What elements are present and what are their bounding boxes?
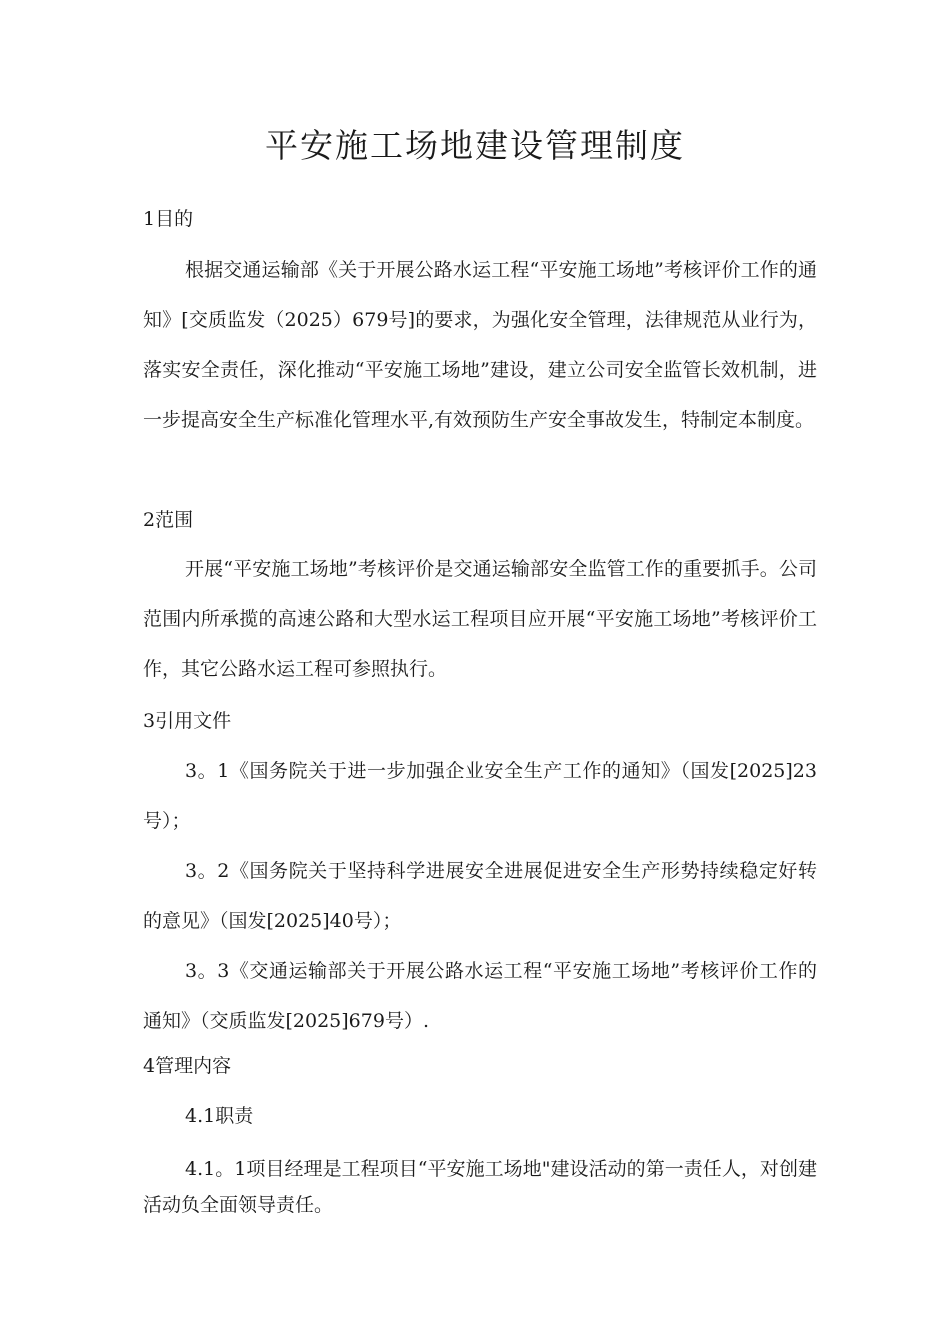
section-paragraph-scope: 开展“平安施工场地”考核评价是交通运输部安全监管工作的重要抓手。公司范围内所承揽的高速公路和大型水运工程项目应开展“平安施工场地”考核评价工作，其它公路水运工程可参照执行。 — [143, 558, 817, 680]
document-title: 平安施工场地建设管理制度 — [265, 126, 685, 165]
duty-item-1: 4.1。1项目经理是工程项目“平安施工场地"建设活动的第一责任人，对创建活动负全面领导责任。 — [143, 1158, 817, 1216]
section-heading-purpose: 1目的 — [143, 208, 194, 230]
section-heading-scope: 2范围 — [143, 509, 194, 531]
section-heading-references: 3引用文件 — [143, 710, 232, 732]
reference-item-2: 3。2《国务院关于坚持科学进展安全进展促进安全生产形势持续稳定好转的意见》（国发[2025]40号）； — [143, 860, 817, 932]
section-paragraph-purpose: 根据交通运输部《关于开展公路水运工程“平安施工场地”考核评价工作的通知》[交质监发（2025）679号]的要求，为强化安全管理，法律规范从业行为，落实安全责任，深化推动“平安施工场地”建设，建立公司安全监管长效机制，进一步提高安全生产标准化管理水平,有效预防生产安全事故发生，特制定本制度。 — [143, 259, 817, 431]
reference-item-1: 3。1《国务院关于进一步加强企业安全生产工作的通知》（国发[2025]23号）； — [143, 760, 817, 832]
subsection-heading-duties: 4.1职责 — [185, 1105, 254, 1127]
reference-item-3: 3。3《交通运输部关于开展公路水运工程“平安施工场地”考核评价工作的通知》（交质监发[2025]679号）. — [143, 960, 817, 1032]
section-heading-management: 4管理内容 — [143, 1055, 232, 1077]
